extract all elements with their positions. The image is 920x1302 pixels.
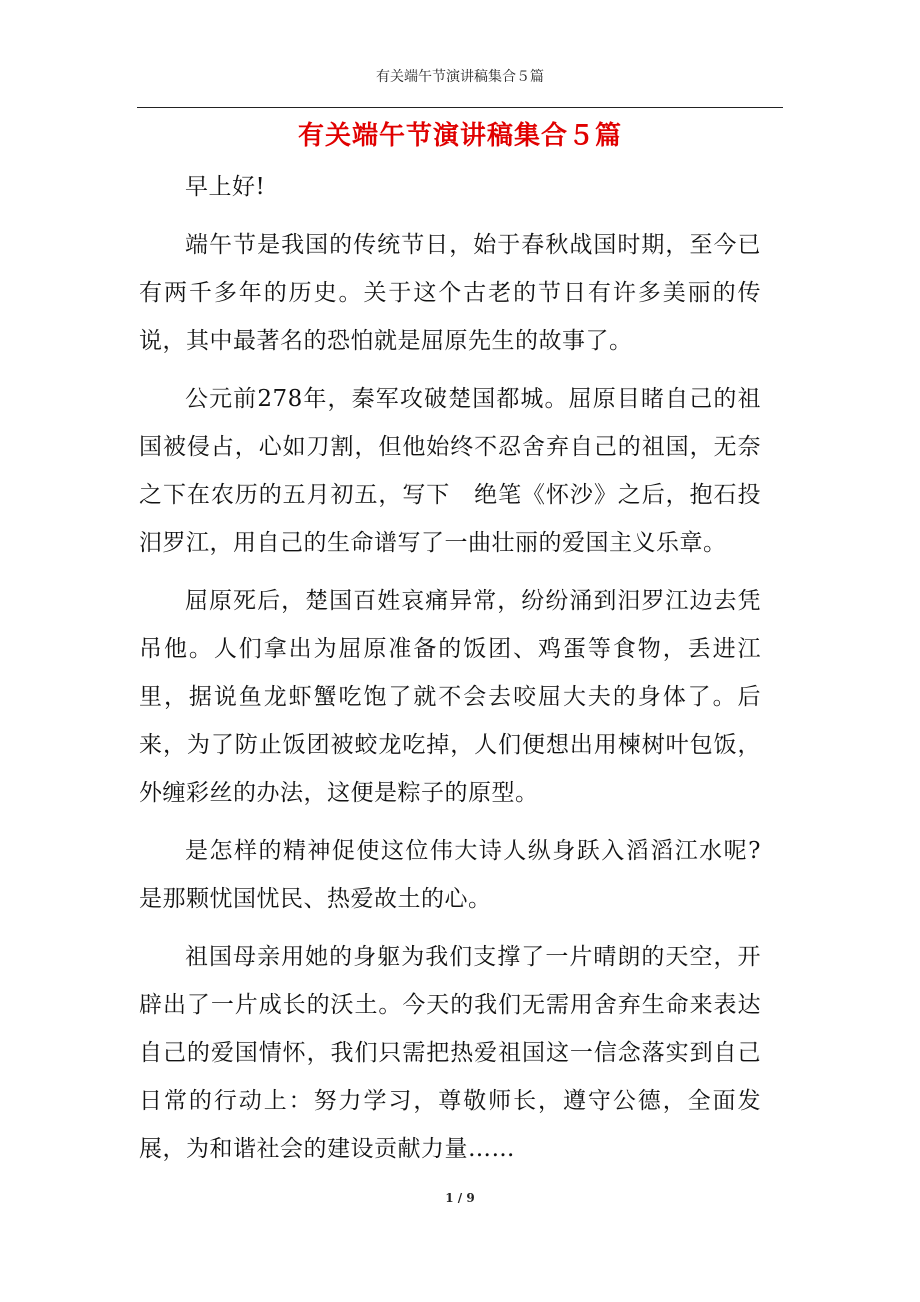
paragraph-conclusion: 祖国母亲用她的身躯为我们支撑了一片晴朗的天空，开辟出了一片成长的沃土。今天的我们无需用舍弃生命来表达自己的爱国情怀，我们只需把热爱祖国这一信念落实到自己日常的行动上：努力学习，尊敬师长，遵守公德，全面发展，为和谐社会的建设贡献力量…… xyxy=(139,944,761,1162)
document-title: 有关端午节演讲稿集合５篇 xyxy=(297,121,622,151)
paragraph-legend: 屈原死后，楚国百姓哀痛异常，纷纷涌到汨罗江边去凭吊他。人们拿出为屈原准备的饭团、鸡蛋等食物，丢进江里，据说鱼龙虾蟹吃饱了就不会去咬屈大夫的身体了。后来，为了防止饭团被蛟龙吃掉，人们便想出用楝树叶包饭，外缠彩丝的办法，这便是粽子的原型。 xyxy=(139,588,761,806)
document-body xyxy=(139,163,761,1183)
header-divider xyxy=(137,107,783,108)
paragraph-greeting: 早上好! xyxy=(185,174,266,200)
page-number: 1 / 9 xyxy=(445,1191,475,1205)
paragraph-history: 公元前278年，秦军攻破楚国都城。屈原目睹自己的祖国被侵占，心如刀割，但他始终不忍舍弃自己的祖国，无奈之下在农历的五月初五，写下 绝笔《怀沙》之后，抱石投汨罗江，用自己的生命谱写了一曲壮丽的爱国主义乐章。 xyxy=(139,386,761,556)
paragraph-intro: 端午节是我国的传统节日，始于春秋战国时期，至今已有两千多年的历史。关于这个古老的节日有许多美丽的传说，其中最著名的恐怕就是屈原先生的故事了。 xyxy=(139,232,761,354)
running-header: 有关端午节演讲稿集合５篇 xyxy=(376,69,544,85)
paragraph-question: 是怎样的精神促使这位伟大诗人纵身跃入滔滔江水呢?是那颗忧国忧民、热爱故土的心。 xyxy=(139,838,761,912)
